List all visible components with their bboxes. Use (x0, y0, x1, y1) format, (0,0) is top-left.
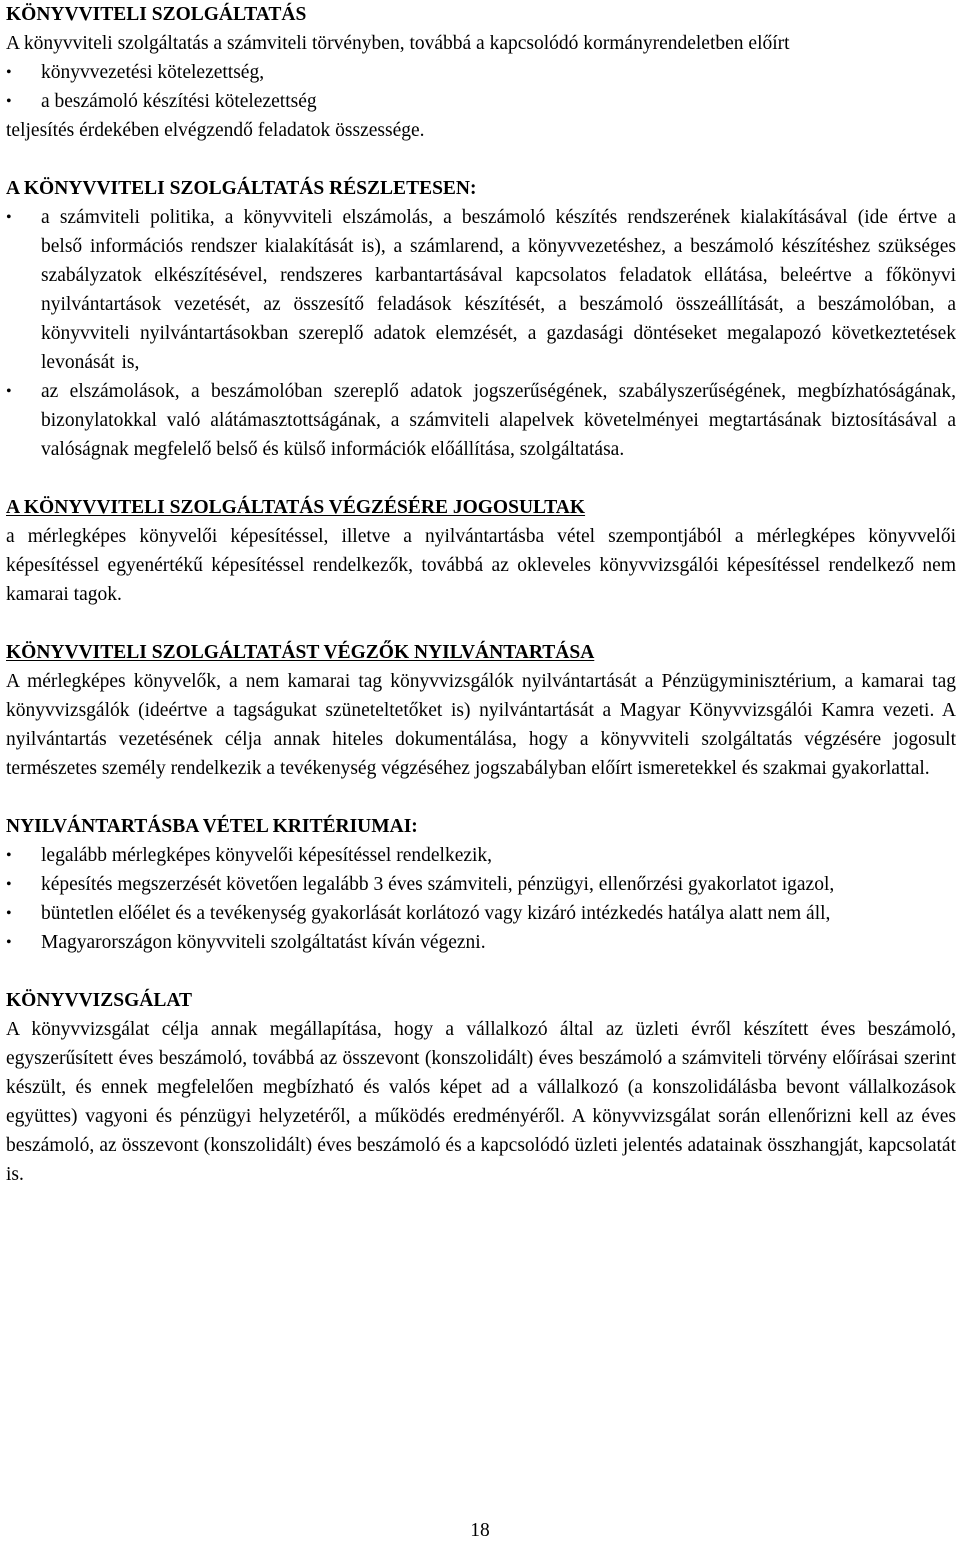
section-konyvviteli-szolgaltatas (6, 0, 956, 145)
bullet-icon: • (6, 383, 12, 400)
list-item: • büntetlen előélet és a tevékenység gyakorlását korlátozó vagy kizáró intézkedés hatálya alatt nem áll, (6, 899, 956, 928)
page-number: 18 (470, 1520, 490, 1541)
section-heading: KÖNYVVIZSGÁLAT (6, 990, 193, 1011)
bullet-icon: • (6, 93, 12, 110)
bullet-icon: • (6, 209, 12, 226)
bullet-list (6, 58, 956, 116)
paragraph: A könyvvizsgálat célja annak megállapítása, hogy a vállalkozó által az üzleti évről készített éves beszámoló, egyszerűsített éves beszámoló, továbbá az összevont (konszolidált) éves beszámoló a számviteli törvény előírásai szerint készült, és ennek megfelelően megbízható és valós képet ad a vállalkozó (a konszolidálásba bevont vállalkozások együttes) vagyoni és pénzügyi helyzetéről, a működés eredményéről. A könyvvizsgálat során ellenőrizni kell az éves beszámoló, az összevont (konszolidált) éves beszámoló és a kapcsolódó üzleti jelentés adatainak összhangját, kapcsolatát is. (6, 1019, 956, 1185)
section-konyvvizsgalat (6, 986, 956, 1189)
section-heading: KÖNYVVITELI SZOLGÁLTATÁST VÉGZŐK NYILVÁNTARTÁSA (6, 642, 595, 663)
section-nyilvantartas (6, 638, 956, 783)
bullet-icon: • (6, 847, 12, 864)
bullet-list (6, 203, 956, 464)
bullet-icon: • (6, 905, 12, 922)
paragraph: teljesítés érdekében elvégzendő feladatok összessége. (6, 120, 425, 141)
bullet-icon: • (6, 934, 12, 951)
bullet-icon: • (6, 64, 12, 81)
section-reszletesen (6, 174, 956, 464)
list-item: • az elszámolások, a beszámolóban szereplő adatok jogszerűségének, szabályszerűségének, megbízhatóságának, bizonylatokkal való alátámasztottságának, a számviteli alapelvek követelményei megtartásának biztosításával a valóságnak megfelelő belső és külső információk előállítása, szolgáltatása. (6, 377, 956, 464)
section-kriteriumok (6, 812, 956, 957)
list-item: • a számviteli politika, a könyvviteli elszámolás, a beszámoló készítés rendszerének kialakításával (ide értve a belső információs rendszer kialakítását is), a számlarend, a könyvvezetéshez, a beszámoló készítéshez szükséges szabályzatok elkészítésével, rendszeres karbantartásával kapcsolatos feladatok ellátása, beleértve a főkönyvi nyilvántartások vezetését, az összesítő feladások készítését, a beszámoló összeállítását, a beszámolóban, a könyvviteli nyilvántartásokban szereplő adatok elemzését, a gazdasági döntéseket megalapozó következtetések levonását is, (6, 203, 956, 377)
list-item: • Magyarországon könyvviteli szolgáltatást kíván végezni. (6, 928, 956, 957)
paragraph: A könyvviteli szolgáltatás a számviteli törvényben, továbbá a kapcsolódó kormányrendeletben előírt (6, 33, 790, 54)
list-item: • a beszámoló készítési kötelezettség (6, 87, 956, 116)
bullet-list (6, 841, 956, 957)
section-heading: A KÖNYVVITELI SZOLGÁLTATÁS RÉSZLETESEN: (6, 178, 477, 199)
list-item: • képesítés megszerzését követően legalább 3 éves számviteli, pénzügyi, ellenőrzési gyakorlatot igazol, (6, 870, 956, 899)
section-heading: KÖNYVVITELI SZOLGÁLTATÁS (6, 4, 307, 25)
document-page (6, 0, 956, 1189)
paragraph: A mérlegképes könyvelők, a nem kamarai tag könyvvizsgálók nyilvántartását a Pénzügyminisztérium, a kamarai tag könyvvizsgálók (ideértve a tagságukat szüneteltetőket is) nyilvántartását a Magyar Könyvvizsgálói Kamra vezeti. A nyilvántartás vezetésének célja annak hiteles dokumentálása, hogy a könyvviteli szolgáltatás végzésére jogosult természetes személy rendelkezik a tevékenység végzéséhez jogszabályban előírt ismeretekkel és szakmai gyakorlattal. (6, 671, 956, 779)
bullet-icon: • (6, 876, 12, 893)
section-heading: NYILVÁNTARTÁSBA VÉTEL KRITÉRIUMAI: (6, 816, 418, 837)
paragraph: a mérlegképes könyvelői képesítéssel, illetve a nyilvántartásba vétel szempontjából a mérlegképes könyvvelői képesítéssel egyenértékű képesítéssel rendelkezők, továbbá az okleveles könyvvizsgálói képesítéssel rendelkező nem kamarai tagok. (6, 526, 956, 605)
section-jogosultak (6, 493, 956, 609)
list-item: • legalább mérlegképes könyvelői képesítéssel rendelkezik, (6, 841, 956, 870)
section-heading: A KÖNYVVITELI SZOLGÁLTATÁS VÉGZÉSÉRE JOGOSULTAK (6, 497, 586, 518)
list-item: • könyvvezetési kötelezettség, (6, 58, 956, 87)
